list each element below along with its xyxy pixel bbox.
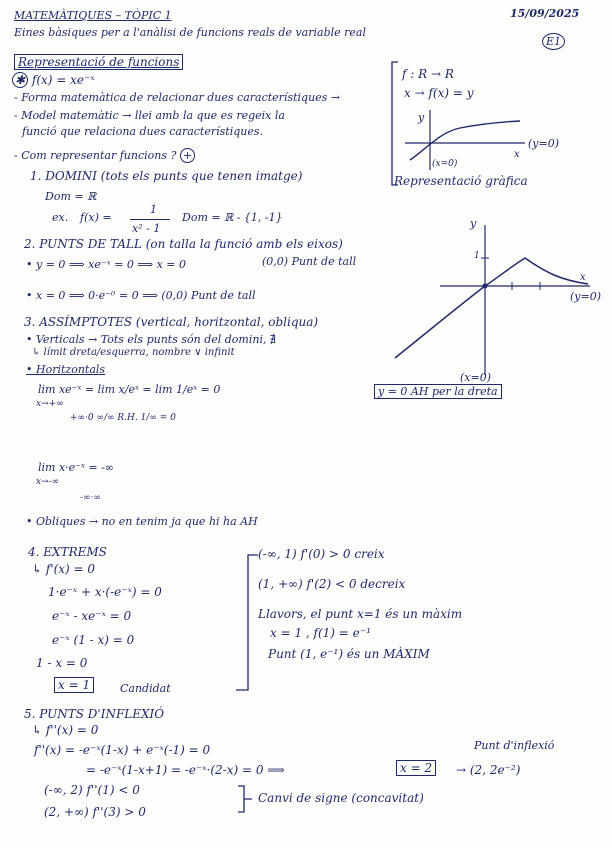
assimptotes-lim1-note: +∞·0 ∞/∞ R.H. 1/∞ = 0 <box>70 413 176 423</box>
bullet-com-text: Com representar funcions ? <box>21 149 177 162</box>
inflexio-s2: (2, +∞) f''(3) > 0 <box>44 805 146 819</box>
diagram1-y-label: y <box>418 111 425 124</box>
punts-tall-title: 2. PUNTS DE TALL (on talla la funció amb els eixos) <box>24 237 343 251</box>
extrems-title: 4. EXTREMS <box>28 545 107 559</box>
assimptotes-verticals-note: ↳ límit dreta/esquerra, nombre ∨ infinit <box>32 347 235 358</box>
extrems-l1: ↳ f'(x) = 0 <box>32 562 96 576</box>
diagram1-y-zero: (y=0) <box>528 137 560 150</box>
assimptotes-ah-right: y = 0 AH per la dreta <box>374 384 502 399</box>
graph2-curve <box>395 258 588 358</box>
domini-ex-dom: Dom = ℝ - {1, -1} <box>182 211 283 224</box>
assimptotes-obliques: • Obliques → no en tenim ja que hi ha AH <box>26 515 258 528</box>
assimptotes-verticals-text: Verticals → Tots els punts són del domini, ∄ <box>36 333 276 346</box>
diagram1-x-label: x <box>514 149 520 160</box>
asterisk-icon: ✱ <box>12 72 28 88</box>
assimptotes-horitzontals: • Horitzontals <box>26 363 106 376</box>
inflexio-l3: = -e⁻ˣ(1-x+1) = -e⁻ˣ·(2-x) = 0 ⟹ <box>86 763 285 777</box>
punts-tall-y: • y = 0 ⟹ xe⁻ˣ = 0 ⟹ x = 0 <box>26 258 186 271</box>
extrems-l2: 1·e⁻ˣ + x·(-e⁻ˣ) = 0 <box>48 585 162 599</box>
assimptotes-title: 3. ASSÍMPTOTES (vertical, horitzontal, obliqua) <box>24 315 319 329</box>
bullet-model-cont: funció que relaciona dues característiques. <box>22 125 263 138</box>
extrems-r4: x = 1 , f(1) = e⁻¹ <box>270 626 371 640</box>
assimptotes-lim2-note: -∞·∞ <box>80 493 101 503</box>
date: 15/09/2025 <box>510 7 580 20</box>
extrems-r2: (1, +∞) f'(2) < 0 decreix <box>258 577 406 591</box>
bullet-com-representar: - Com representar funcions ? + <box>14 150 195 161</box>
page-tag: E1 <box>542 33 565 50</box>
domini-title: 1. DOMINI (tots els punts que tenen imatge) <box>30 169 303 183</box>
extrems-l6: x = 1 <box>54 677 94 693</box>
graph2-x-zero: (x=0) <box>460 371 492 384</box>
punts-tall-y-point: (0,0) Punt de tall <box>262 255 357 268</box>
inflexio-l2: f''(x) = -e⁻ˣ(1-x) + e⁻ˣ(-1) = 0 <box>34 743 211 757</box>
bullet-forma: - Forma matemàtica de relacionar dues característiques → <box>14 91 341 104</box>
subject-title: MATEMÀTIQUES – TÒPIC 1 <box>14 9 172 22</box>
punts-tall-x: • x = 0 ⟹ 0·e⁻⁰ = 0 ⟹ (0,0) Punt de tall <box>26 289 256 302</box>
example-formula: f(x) = xe⁻ˣ <box>31 73 95 87</box>
bullet-forma-text: Forma matemàtica de relacionar dues característiques → <box>21 91 341 104</box>
domini-ex-den: x² - 1 <box>132 222 161 235</box>
inflexio-x2: x = 2 <box>396 760 436 776</box>
bullet-model-text: Model matemàtic → llei amb la que es regeix la <box>21 109 285 122</box>
graph2-origin-point <box>483 284 488 289</box>
graph2-x-label: x <box>580 272 586 283</box>
fraction-bar <box>130 219 170 220</box>
inflexio-point: → (2, 2e⁻²) <box>456 763 521 777</box>
assimptotes-lim2-sub: x→-∞ <box>36 477 60 487</box>
inflexio-canvi: Canvi de signe (concavitat) <box>258 791 424 805</box>
domini-r: Dom = ℝ <box>45 190 97 203</box>
extrems-bracket <box>236 555 258 690</box>
plus-circle-icon: + <box>180 148 195 163</box>
extrems-r3: Llavors, el punt x=1 és un màxim <box>258 607 463 621</box>
extrems-candidat: Candidat <box>120 682 171 695</box>
assimptotes-lim1-sub: x→+∞ <box>36 399 64 409</box>
bullet-model: - Model matemàtic → llei amb la que es regeix la <box>14 109 285 122</box>
diagram1-caption: Representació gràfica <box>394 174 528 188</box>
assimptotes-verticals: • Verticals → Tots els punts són del domini, ∄ <box>26 333 276 346</box>
domini-ex-label: ex. <box>52 211 69 224</box>
domini-ex-f: f(x) = <box>80 211 112 224</box>
assimptotes-horitzontals-text: Horitzontals <box>36 363 106 376</box>
graph2-y-label: y <box>470 217 477 230</box>
diagram1-curve <box>410 121 520 160</box>
inflexio-label: Punt d'inflexió <box>474 739 555 752</box>
diagram1-rule: x → f(x) = y <box>404 86 474 100</box>
extrems-l3: e⁻ˣ - xe⁻ˣ = 0 <box>52 609 132 623</box>
inflexio-l1: ↳ f''(x) = 0 <box>32 723 99 737</box>
inflexio-s1: (-∞, 2) f''(1) < 0 <box>44 783 140 797</box>
subtitle: Eines bàsiques per a l'anàlisi de funcions reals de variable real <box>14 26 366 39</box>
assimptotes-lim1: lim xe⁻ˣ = lim x/eˣ = lim 1/eˣ = 0 <box>38 383 221 396</box>
punts-tall-y-text: y = 0 ⟹ xe⁻ˣ = 0 ⟹ x = 0 <box>36 258 186 271</box>
diagram1-bracket <box>392 62 398 185</box>
extrems-r5: Punt (1, e⁻¹) és un MÀXIM <box>268 647 430 661</box>
section-representacio-title: Representació de funcions <box>14 54 183 70</box>
punts-tall-x-text: x = 0 ⟹ 0·e⁻⁰ = 0 ⟹ (0,0) Punt de tall <box>36 289 256 302</box>
diagram1-x-zero: (x=0) <box>432 159 458 169</box>
inflexio-title: 5. PUNTS D'INFLEXIÓ <box>24 707 165 721</box>
domini-ex-num: 1 <box>150 203 157 216</box>
extrems-r1: (-∞, 1) f'(0) > 0 creix <box>258 547 385 561</box>
assimptotes-lim2: lim x·e⁻ˣ = -∞ <box>38 461 114 474</box>
graph2-y-zero: (y=0) <box>570 290 602 303</box>
inflexio-brace <box>238 786 252 812</box>
extrems-l4: e⁻ˣ (1 - x) = 0 <box>52 633 135 647</box>
assimptotes-obliques-text: Obliques → no en tenim ja que hi ha AH <box>36 515 258 528</box>
extrems-l5: 1 - x = 0 <box>36 656 88 670</box>
diagram1-mapping: f : R → R <box>402 67 454 81</box>
graph2-one-label: 1 <box>474 251 480 261</box>
